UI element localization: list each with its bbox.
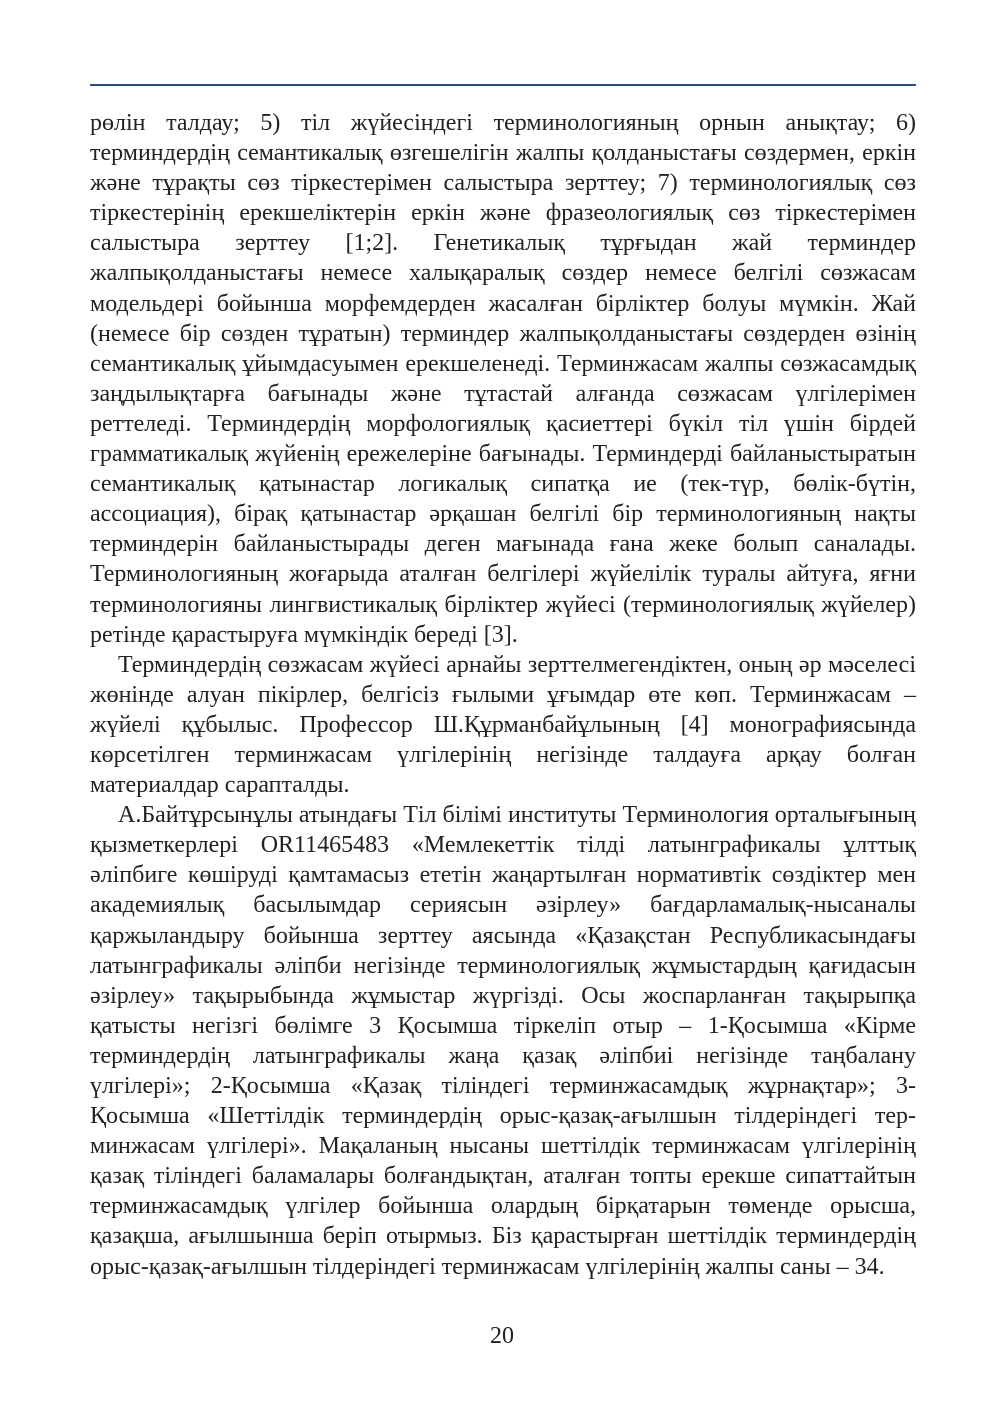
paragraph-3: А.Байтұрсынұлы атындағы Тіл білімі институты Терминология орталығының қызметкерлері OR11465483 «Мемлекеттік тілді латынграфикалы ұлттық әліпбиге көшіруді қамтамасыз ететін жаңартылған нормативтік сөздіктер мен академиялық басылымдар сериясын әзірлеу» бағдарламалық-нысаналы қаржыландыру бойынша зерттеу аясында «Қазақстан Республикасындағы латынграфикалы әліпби негізінде терминологиялық жұмыстардың қағидасын әзірлеу» тақырыбында жұмыстар жүргізді. Осы жоспарланған тақырыпқа қатысты негізгі бөлімге 3 Қосымша тіркеліп отыр – 1-Қосымша «Кірме терминдердің латынграфикалы жаңа қазақ әліпбиі негізінде таңбалану үлгілері»; 2-Қосымша «Қазақ тіліндегі терминжасамдық жұрнақтар»; 3-Қосымша «Шеттілдік терминдердің орыс-қазақ-ағылшын тілдеріндегі терминжасам үлгілері». Мақаланың нысаны шеттілдік терминжасам үлгілерінің қазақ тіліндегі баламалары болғандықтан, аталған топты ерекше сипаттайтын терминжасамдық үлгілер бойынша олардың бірқатарын төменде орысша, қазақша, ағылшынша беріп отырмыз. Біз қарастырған шеттілдік терминдердің орыс-қазақ-ағылшын тілдеріндегі терминжасам үлгілерінің жалпы саны – 34.	[90, 802, 916, 1280]
header-rule	[90, 84, 916, 86]
page-number: 20	[490, 1323, 514, 1349]
paragraph-2: Терминдердің сөзжасам жүйесі арнайы зерттелмегендіктен, оның әр мәселесі жөнінде алуан пікірлер, белгісіз ғылыми ұғымдар өте көп. Терминжасам – жүйелі құбылыс. Профессор Ш.Құрманбайұлының [4] монографиясында көрсетілген терминжасам үлгілерінің негізінде талдауға арқау болған материалдар сарапталды.	[90, 651, 916, 799]
paragraph-1: рөлін талдау; 5) тіл жүйесіндегі терминологияның орнын анықтау; 6) терминдердің семантикалық өзгешелігін жалпы қолданыстағы сөздермен, еркін және тұрақты сөз тіркестерімен салыстыра зерттеу; 7) терминологиялық сөз тіркестерінің ерекшеліктерін еркін және фразеологиялық сөз тіркестерімен салыстыра зерттеу [1;2]. Генетикалық тұрғыдан жай терминдер жалпықолданыстағы немесе халықаралық сөздер немесе белгілі сөзжасам модельдері бойынша морфемдерден жасалған бірліктер болуы мүмкін. Жай (немесе бір сөзден тұратын) терминдер жалпықолданыстағы сөздерден өзінің семантикалық ұйымдасуымен ерекшеленеді. Терминжасам жалпы сөзжасамдық заңдылықтарға бағынады және тұтастай алғанда сөзжасам үлгілерімен реттеледі. Терминдердің морфологиялық қасиеттері бүкіл тіл үшін бірдей грамматикалық жүйенің ережелеріне бағынады. Терминдерді байланыстыратын семантикалық қатынастар логикалық сипатқа ие (тек-түр, бөлік-бүтін, ассоциация), бірақ қатынастар әрқашан белгілі бір терминологияның нақты терминдерін байланыстырады деген мағынада ғана жеке болып саналады. Терминологияның жоғарыда аталған белгілері жүйелілік туралы айтуға, яғни терминологияны лингвистикалық бірліктер жүйесі (терминологиялық жүйелер) ретінде қарастыруға мүмкіндік береді [3].	[90, 110, 916, 648]
body-text	[90, 108, 916, 1282]
